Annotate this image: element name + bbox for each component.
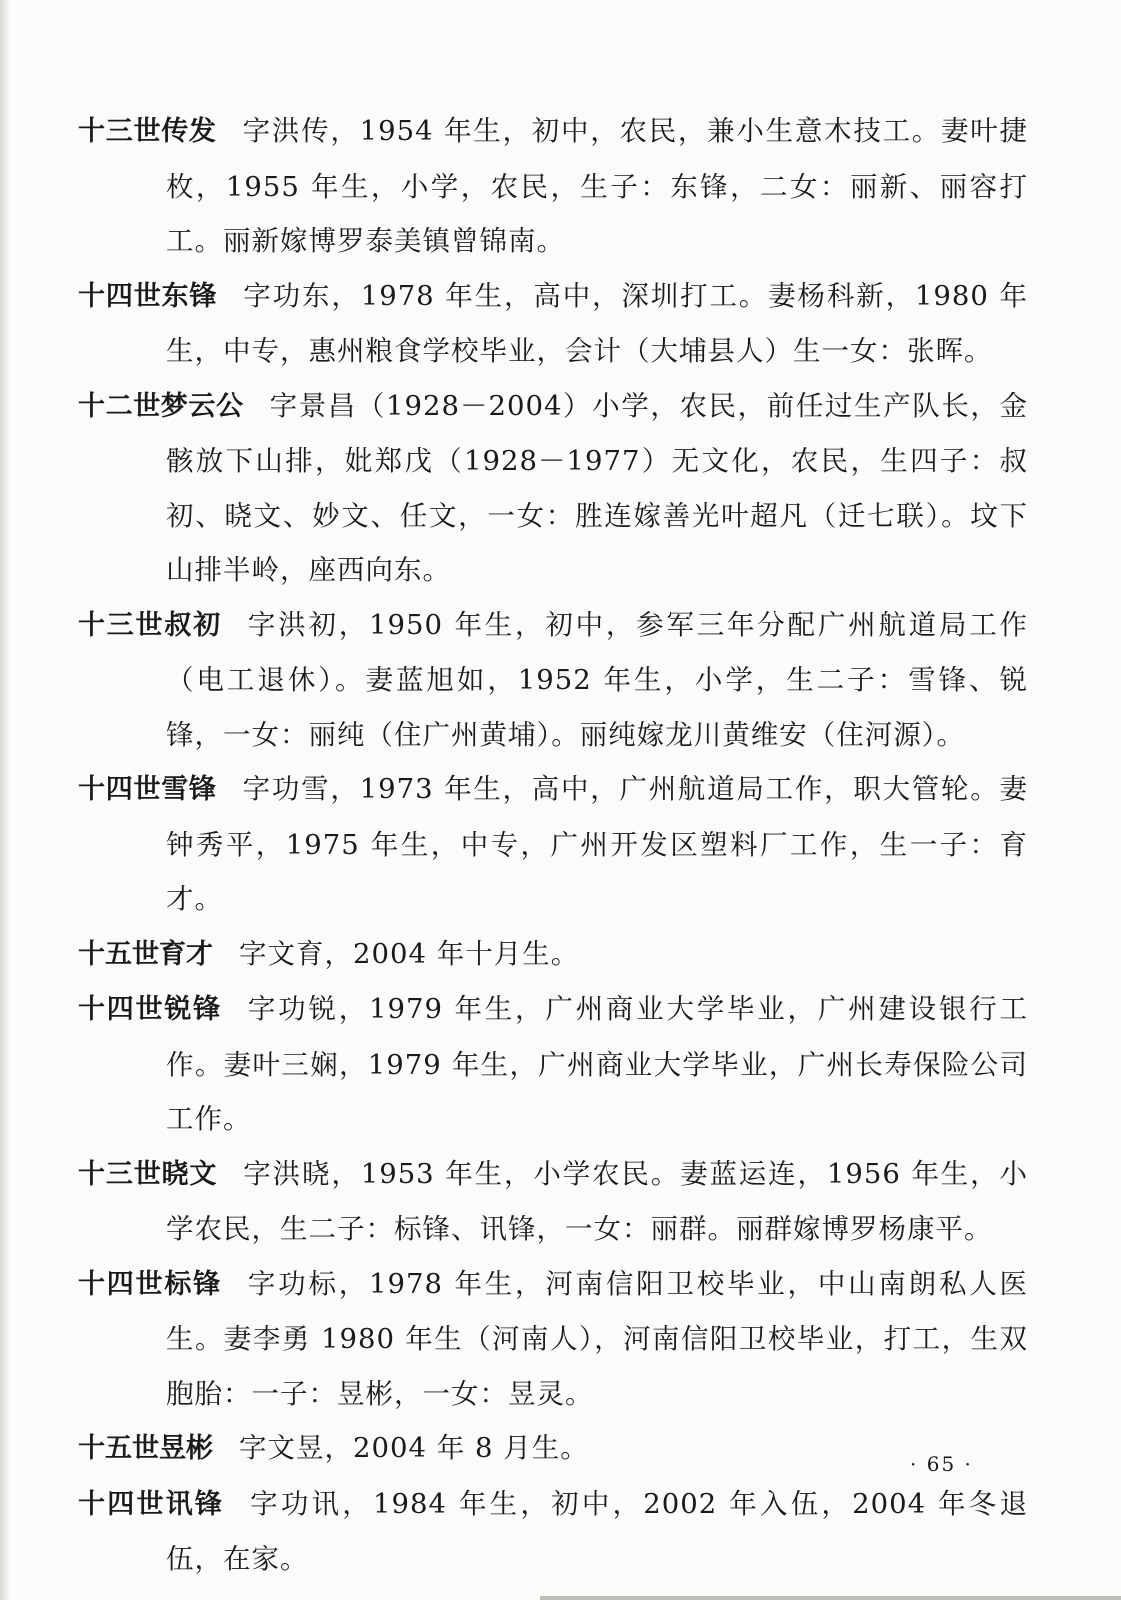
genealogy-entry: [78, 598, 1028, 763]
entry-text: 字文育，2004 年十月生。: [239, 937, 580, 970]
entry-text: 字功雪，1973 年生，高中，广州航道局工作，职大管轮。妻钟秀平，1975 年生，中专，广州开发区塑料厂工作，生一子：育才。: [166, 773, 1028, 915]
genealogy-entry: [78, 1477, 1028, 1587]
entry-text: 字洪晓，1953 年生，小学农民。妻蓝运连，1956 年生，小学农民，生二子：标锋、讯锋，一女：丽群。丽群嫁博罗杨康平。: [166, 1157, 1029, 1245]
entry-name: 十四世锐锋: [78, 994, 222, 1025]
genealogy-entry: [78, 104, 1028, 269]
entry-text: 字文昱，2004 年 8 月生。: [239, 1432, 589, 1464]
genealogy-entry: [78, 927, 1028, 983]
genealogy-entry: [78, 1147, 1028, 1257]
entry-name: 十四世东锋: [78, 280, 218, 312]
genealogy-entry: [78, 1257, 1028, 1422]
entry-name: 十五世育才: [78, 938, 213, 970]
entry-text: 字功锐，1979 年生，广州商业大学毕业，广州建设银行工作。妻叶三娴，1979 年生，广州商业大学毕业，广州长寿保险公司工作。: [166, 993, 1028, 1135]
genealogy-entries: [78, 104, 1028, 1587]
entry-name: 十五世昱彬: [78, 1433, 213, 1464]
entry-text: 字洪传，1954 年生，初中，农民，兼小生意木技工。妻叶捷枚，1955 年生，小学，农民，生子：东锋，二女：丽新、丽容打工。丽新嫁博罗泰美镇曾锦南。: [166, 115, 1028, 257]
genealogy-entry: [78, 982, 1028, 1147]
scan-bottom-edge: [540, 1596, 1121, 1600]
page-number: · 65 ·: [910, 1452, 973, 1476]
entry-name: 十四世标锋: [78, 1268, 222, 1300]
genealogy-entry: [78, 379, 1028, 598]
entry-name: 十四世雪锋: [78, 774, 217, 805]
entry-name: 十二世梦云公: [78, 390, 244, 422]
genealogy-entry: [78, 269, 1028, 379]
entry-name: 十三世叔初: [78, 609, 222, 641]
entry-text: 字洪初，1950 年生，初中，参军三年分配广州航道局工作（电工退休）。妻蓝旭如，1952 年生，小学，生二子：雪锋、锐锋，一女：丽纯（住广州黄埔）。丽纯嫁龙川黄维安（住河源）。: [166, 608, 1028, 751]
genealogy-entry: [78, 1421, 1028, 1477]
entry-text: 字景昌（1928－2004）小学，农民，前任过生产队长，金骸放下山排，妣郑戊（1928－1977）无文化，农民，生四子：叔初、晓文、妙文、任文，一女：胜连嫁善光叶超凡（迁七联）。坟下山排半岭，座西向东。: [166, 389, 1029, 586]
entry-name: 十三世传发: [78, 116, 217, 147]
entry-text: 字功标，1978 年生，河南信阳卫校毕业，中山南朗私人医生。妻李勇 1980 年生（河南人），河南信阳卫校毕业，打工，生双胞胎：一子：昱彬，一女：昱灵。: [166, 1267, 1028, 1410]
genealogy-entry: [78, 762, 1028, 927]
entry-text: 字功东，1978 年生，高中，深圳打工。妻杨科新，1980 年生，中专，惠州粮食学校毕业，会计（大埔县人）生一女：张晖。: [166, 279, 1029, 367]
entry-text: 字功讯，1984 年生，初中，2002 年入伍，2004 年冬退伍，在家。: [166, 1487, 1028, 1575]
entry-name: 十三世晓文: [78, 1158, 218, 1190]
scan-edge-shadow: [0, 0, 10, 1600]
entry-name: 十四世讯锋: [78, 1488, 225, 1520]
